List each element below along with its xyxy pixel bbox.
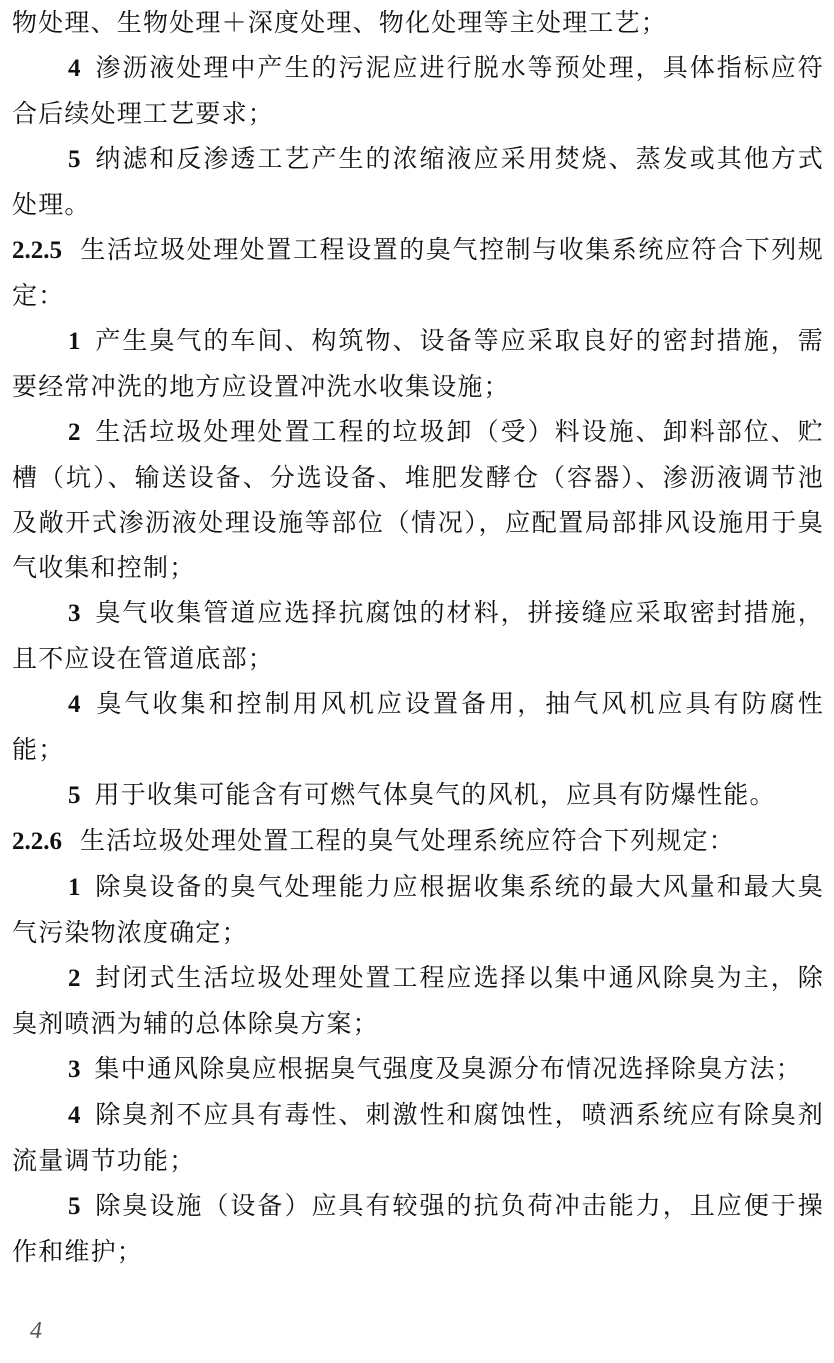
item-text: 除臭剂不应具有毒性、刺激性和腐蚀性，喷洒系统应有除臭剂流量调节功能； <box>12 1100 824 1175</box>
item-text: 除臭设备的臭气处理能力应根据收集系统的最大风量和最大臭气污染物浓度确定； <box>12 872 824 947</box>
item-text: 用于收集可能含有可燃气体臭气的风机，应具有防爆性能。 <box>94 780 776 809</box>
item-text: 产生臭气的车间、构筑物、设备等应采取良好的密封措施，需要经常冲洗的地方应设置冲洗水收集设施； <box>12 326 824 401</box>
item-text: 臭气收集管道应选择抗腐蚀的材料，拼接缝应采取密封措施，且不应设在管道底部； <box>12 598 824 673</box>
clause-heading <box>12 818 824 864</box>
item-text: 封闭式生活垃圾处理处置工程应选择以集中通风除臭为主，除臭剂喷洒为辅的总体除臭方案； <box>12 963 824 1038</box>
body-text <box>12 0 824 1274</box>
item-text: 渗沥液处理中产生的污泥应进行脱水等预处理，具体指标应符合后续处理工艺要求； <box>12 53 824 128</box>
list-item <box>12 318 824 409</box>
clause-text: 生活垃圾处理处置工程设置的臭气控制与收集系统应符合下列规定： <box>12 235 824 310</box>
list-item <box>12 1183 824 1274</box>
item-number: 4 <box>68 691 81 718</box>
list-item <box>12 45 824 136</box>
item-text: 除臭设施（设备）应具有较强的抗负荷冲击能力，且应便于操作和维护； <box>12 1191 824 1266</box>
clause-heading <box>12 227 824 318</box>
list-item <box>12 136 824 227</box>
item-number: 2 <box>68 965 81 992</box>
list-item <box>12 864 824 955</box>
item-text: 纳滤和反渗透工艺产生的浓缩液应采用焚烧、蒸发或其他方式处理。 <box>12 144 824 219</box>
item-number: 5 <box>68 1193 81 1220</box>
item-number: 2 <box>68 419 81 446</box>
list-item <box>12 409 824 590</box>
item-number: 4 <box>68 55 81 82</box>
list-item <box>12 772 824 818</box>
item-number: 5 <box>68 146 81 173</box>
item-number: 3 <box>68 1056 81 1083</box>
item-text: 集中通风除臭应根据臭气强度及臭源分布情况选择除臭方法； <box>94 1054 802 1083</box>
item-text: 臭气收集和控制用风机应设置备用，抽气风机应具有防腐性能； <box>12 689 824 764</box>
item-number: 1 <box>68 328 81 355</box>
clause-number: 2.2.6 <box>12 828 62 855</box>
item-number: 5 <box>68 782 81 809</box>
item-number: 1 <box>68 874 81 901</box>
paragraph-continuation <box>12 0 824 45</box>
list-item <box>12 1046 824 1092</box>
item-text: 生活垃圾处理处置工程的垃圾卸（受）料设施、卸料部位、贮槽（坑）、输送设备、分选设备、堆肥发酵仓（容器）、渗沥液调节池及敞开式渗沥液处理设施等部位（情况），应配置局部排风设施用于臭气收集和控制； <box>12 417 824 582</box>
page-number: 4 <box>30 1318 42 1344</box>
list-item <box>12 681 824 772</box>
item-number: 3 <box>68 600 81 627</box>
clause-text: 生活垃圾处理处置工程的臭气处理系统应符合下列规定： <box>80 826 736 855</box>
list-item <box>12 955 824 1046</box>
paragraph-text: 物处理、生物处理＋深度处理、物化处理等主处理工艺； <box>12 8 668 37</box>
list-item <box>12 1092 824 1183</box>
list-item <box>12 590 824 681</box>
item-number: 4 <box>68 1102 81 1129</box>
clause-number: 2.2.5 <box>12 237 62 264</box>
